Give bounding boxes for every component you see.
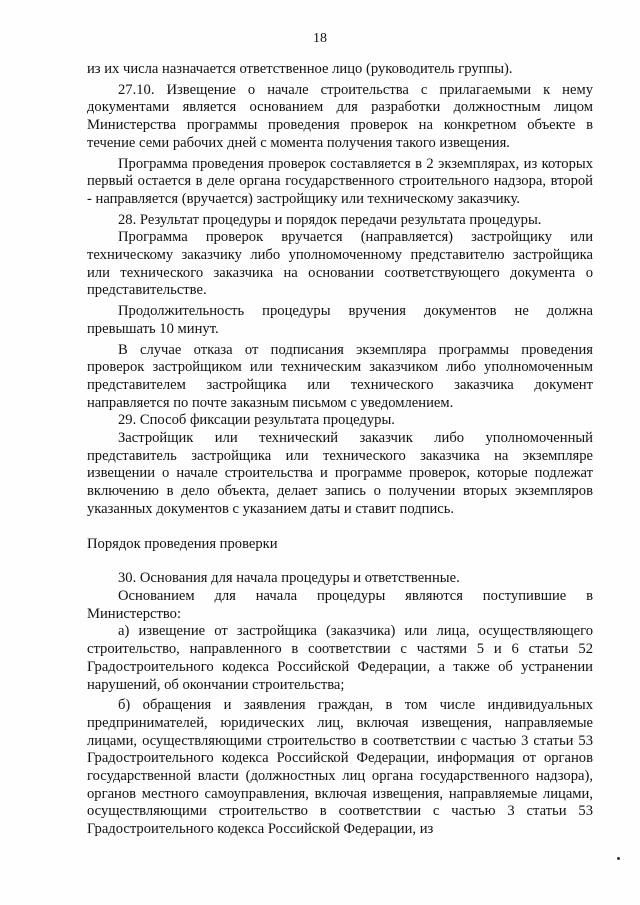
paragraph: Программа проверок вручается (направляется) застройщику или техническому заказчику либо уполномоченному представителю застройщика или технического заказчика на основании соответствующего документа о представительстве. bbox=[87, 229, 593, 299]
list-item: а) извещение от застройщика (заказчика) или лица, осуществляющего строительство, направленного в соответствии с частями 5 и 6 статьи 52 Градостроительного кодекса Российской Федерации, а также об устранении нарушений, об окончании строительства; bbox=[87, 623, 593, 693]
paragraph: Программа проведения проверок составляется в 2 экземплярах, из которых первый остается в деле органа государственного строительного надзора, второй - направляется (вручается) застройщику или техническому заказчику. bbox=[87, 155, 593, 207]
document-body bbox=[87, 61, 593, 839]
list-item: б) обращения и заявления граждан, в том числе индивидуальных предпринимателей, юридических лиц, включая извещения, направляемые лицами, осуществляющими строительство в соответствии с частью 3 статьи 53 Градостроительного кодекса Российской Федерации, информация от органов государственной власти (должностных лиц органа государственного надзора), органов местного самоуправления, включая извещения, направляемые лицами, осуществляющими строительство в соответствии с частью 3 статьи 53 Градостроительного кодекса Российской Федерации, из bbox=[87, 697, 593, 838]
paragraph: 30. Основания для начала процедуры и ответственные. bbox=[118, 570, 460, 587]
paragraph: из их числа назначается ответственное лицо (руководитель группы). bbox=[87, 61, 513, 77]
paragraph: 27.10. Извещение о начале строительства с прилагаемыми к нему документами является основанием для разработки должностным лицом Министерства программы проведения проверок на конкретном объекте в течение семи рабочих дней с момента получения такого извещения. bbox=[87, 81, 593, 151]
page-number: 18 bbox=[313, 31, 327, 46]
paragraph: 28. Результат процедуры и порядок передачи результата процедуры. bbox=[118, 211, 542, 228]
paragraph: Застройщик или технический заказчик либо уполномоченный представитель застройщика или технического заказчика на экземпляре извещении о начале строительства и программе проверок, которые подлежат включению в дело объекта, делает запись о получении вторых экземпляров указанных документов с указанием даты и ставит подпись. bbox=[87, 430, 593, 517]
paragraph: Основанием для начала процедуры являются поступившие в Министерство: bbox=[87, 587, 593, 622]
scan-speck bbox=[617, 857, 620, 860]
paragraph: 29. Способ фиксации результата процедуры. bbox=[118, 412, 395, 429]
paragraph: Продолжительность процедуры вручения документов не должна превышать 10 минут. bbox=[87, 303, 593, 337]
section-heading: Порядок проведения проверки bbox=[87, 535, 278, 552]
paragraph: В случае отказа от подписания экземпляра программы проведения проверок застройщиком или техническим заказчиком либо уполномоченным представителем застройщика или технического заказчика документ направляется по почте заказным письмом с уведомлением. bbox=[87, 341, 593, 411]
